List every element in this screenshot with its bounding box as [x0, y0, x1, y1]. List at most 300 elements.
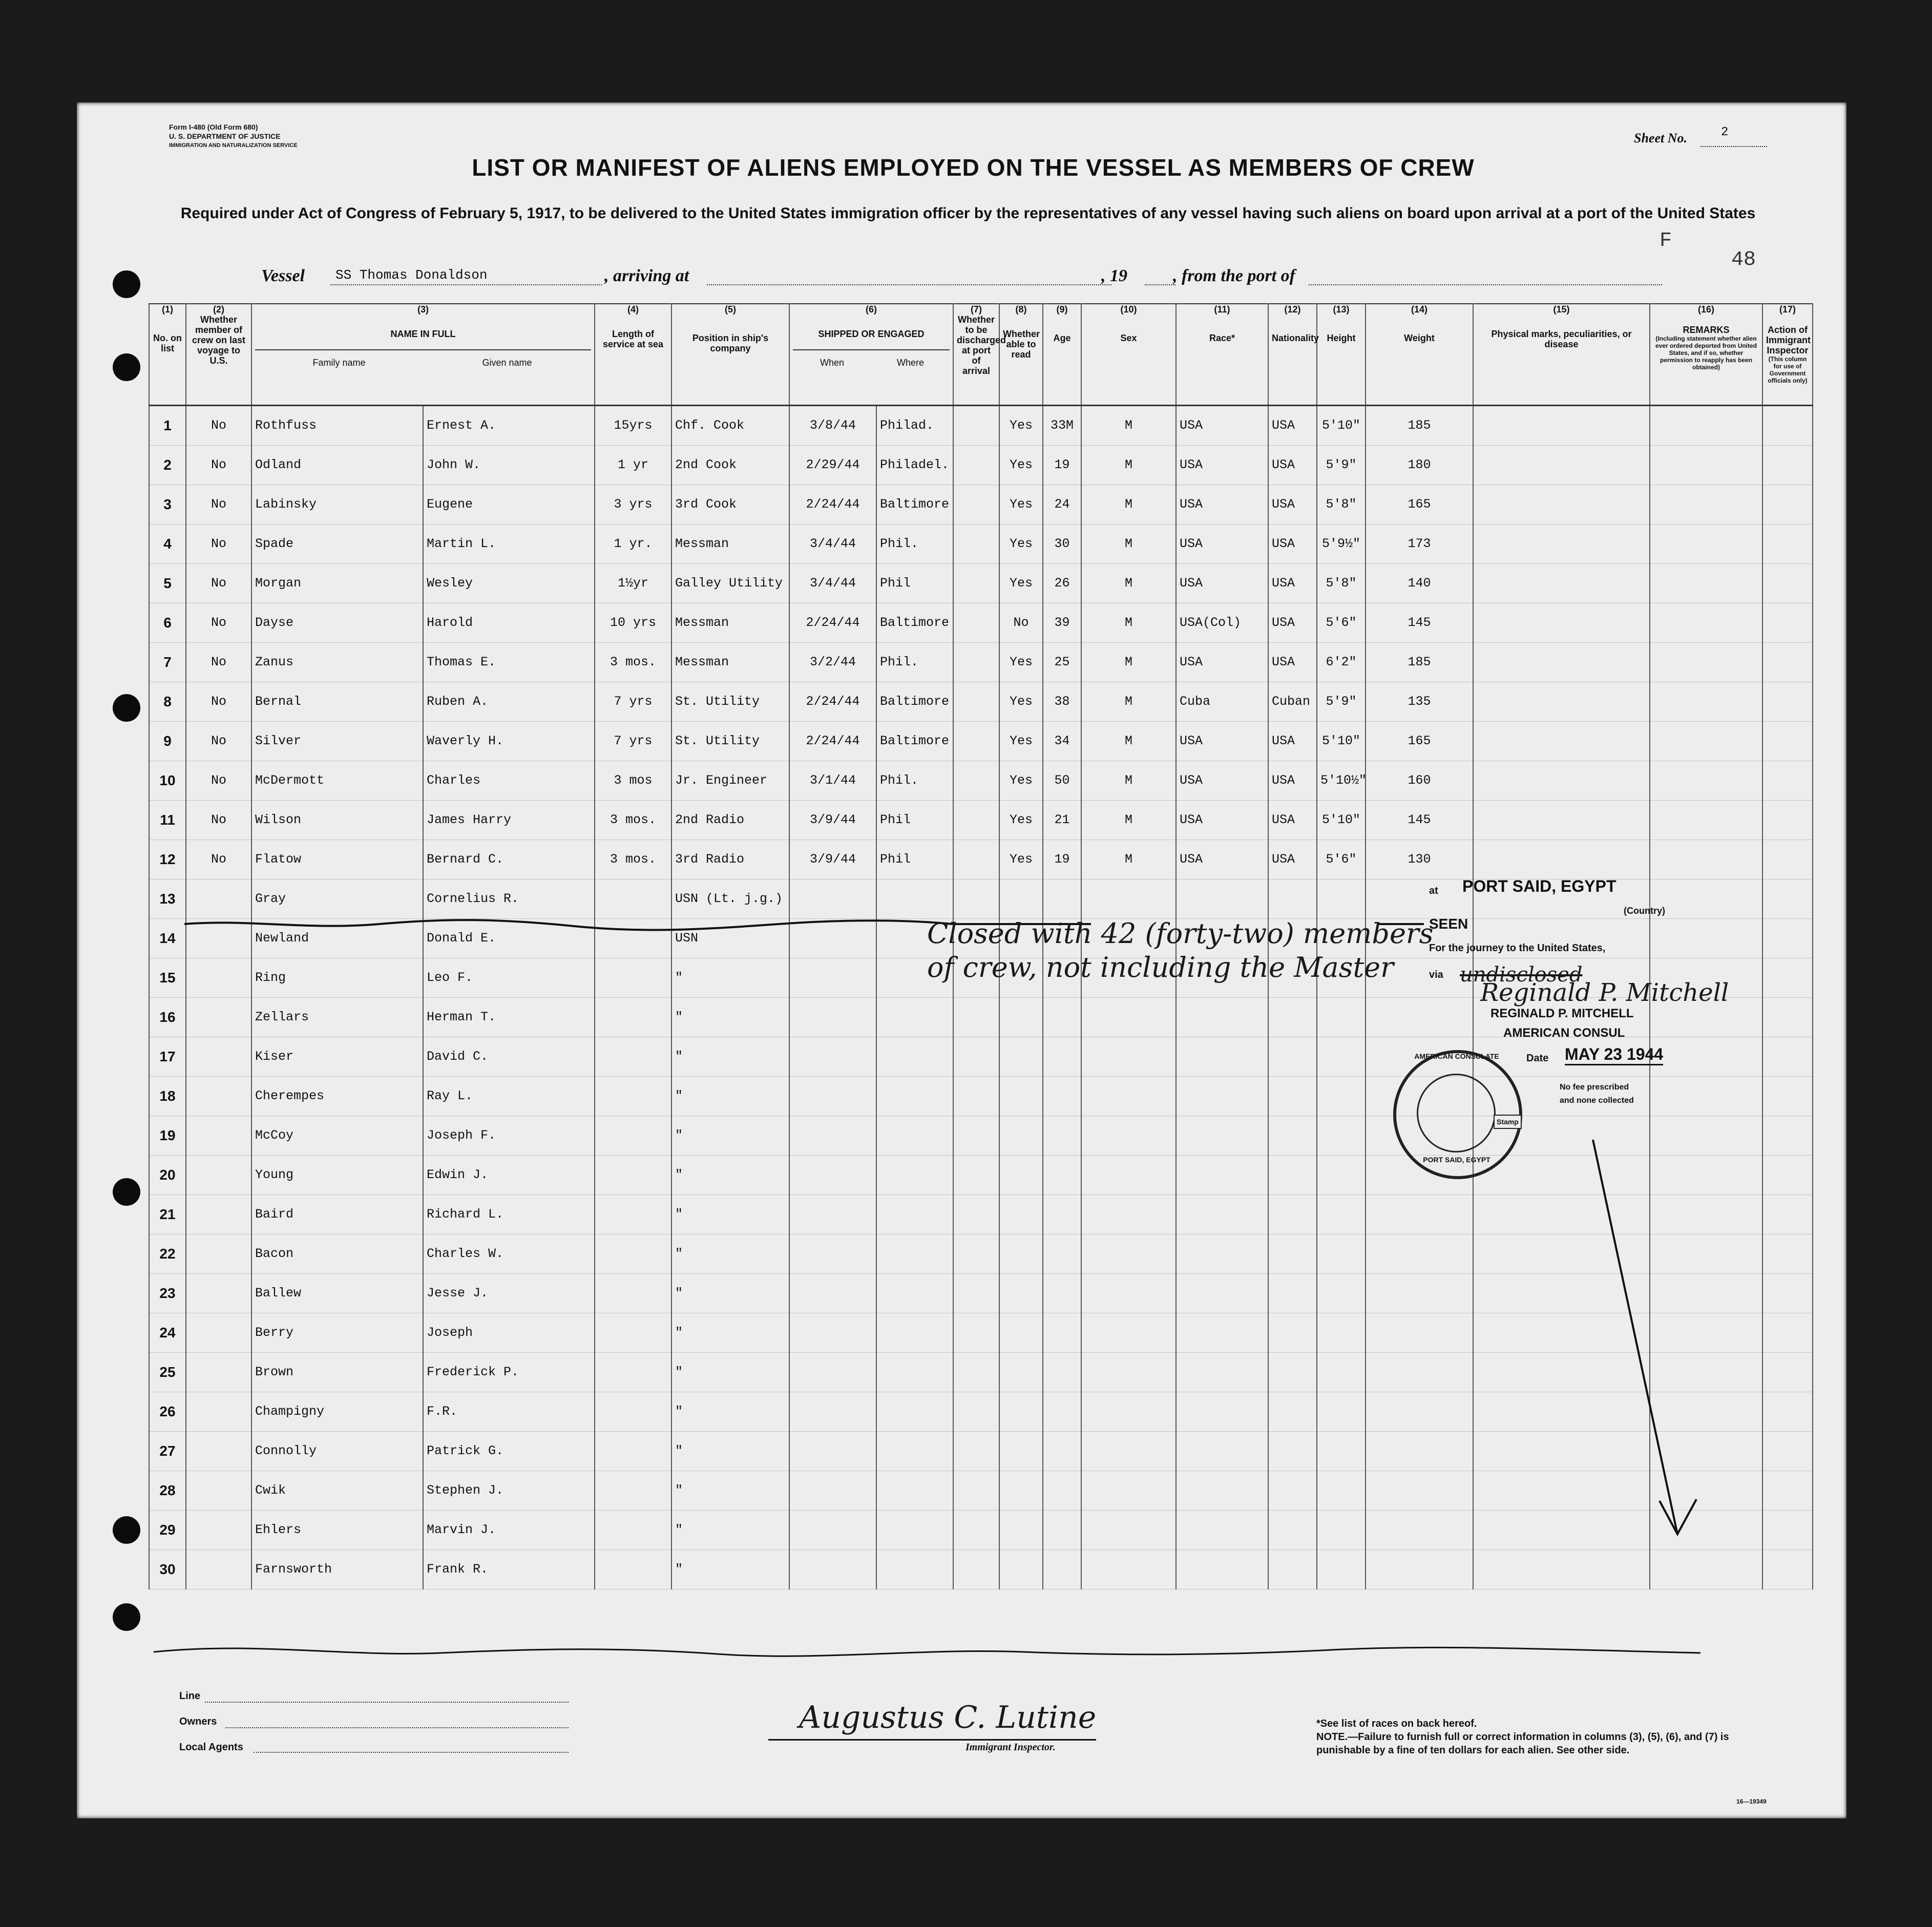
table-row [149, 1471, 1813, 1510]
weight [1366, 1352, 1473, 1392]
position: Galley Utility [671, 563, 789, 603]
race [1176, 879, 1268, 918]
physical-marks [1473, 563, 1650, 603]
shipped-where [876, 879, 953, 918]
able-to-read: Yes [999, 682, 1043, 721]
race [1176, 1076, 1268, 1116]
age: 33M [1043, 405, 1081, 445]
sheet-number-line [1700, 146, 1767, 147]
consulate-seal [1393, 1050, 1522, 1179]
consul-via-label: via [1429, 969, 1443, 980]
row-number: 17 [149, 1037, 186, 1076]
sex [1081, 1155, 1176, 1195]
weight [1366, 1392, 1473, 1431]
able-to-read: Yes [999, 563, 1043, 603]
nationality: USA [1268, 563, 1317, 603]
age [1043, 1313, 1081, 1352]
sex: M [1081, 721, 1176, 761]
height: 5'10" [1317, 721, 1366, 761]
given-name: Stephen J. [423, 1471, 595, 1510]
given-name: Charles [423, 761, 595, 800]
able-to-read: Yes [999, 642, 1043, 682]
height: 5'10" [1317, 800, 1366, 840]
shipped-when: 3/4/44 [789, 524, 876, 563]
shipped-where: Philad. [876, 405, 953, 445]
family-name: Ehlers [251, 1510, 423, 1549]
position: Messman [671, 642, 789, 682]
prev-voyage [186, 1352, 251, 1392]
able-to-read: Yes [999, 524, 1043, 563]
shipped-where [876, 1471, 953, 1510]
col-header-age: (9) Age [1043, 304, 1081, 405]
vessel-name: SS Thomas Donaldson [335, 267, 488, 283]
nationality [1268, 1313, 1317, 1352]
service-length: 3 mos. [595, 840, 671, 879]
height [1317, 1352, 1366, 1392]
position: " [671, 1431, 789, 1471]
service-length [595, 1037, 671, 1076]
sex [1081, 1037, 1176, 1076]
table-row [149, 1510, 1813, 1549]
inspector-action [1762, 405, 1813, 445]
able-to-read: No [999, 603, 1043, 642]
race: USA(Col) [1176, 603, 1268, 642]
height [1317, 1037, 1366, 1076]
prev-voyage [186, 997, 251, 1037]
table-row [149, 721, 1813, 761]
table-row [149, 563, 1813, 603]
position: USN [671, 918, 789, 958]
shipped-where: Phil. [876, 524, 953, 563]
shipped-when [789, 1037, 876, 1076]
nationality: USA [1268, 524, 1317, 563]
table-row [149, 1549, 1813, 1589]
discharge [953, 800, 999, 840]
vessel-label: Vessel [261, 266, 305, 285]
height [1317, 1431, 1366, 1471]
nationality [1268, 1352, 1317, 1392]
family-name: Spade [251, 524, 423, 563]
family-name: Zanus [251, 642, 423, 682]
discharge [953, 1273, 999, 1313]
weight: 140 [1366, 563, 1473, 603]
footnotes: *See list of races on back hereof. NOTE.—Failure to furnish full or correct information in columns (3), (5), (6), and (7) is punishable by a fine of ten dollars for each alien. See other side. [1316, 1718, 1729, 1756]
table-row [149, 603, 1813, 642]
service-length [595, 1313, 671, 1352]
consul-date: MAY 23 1944 [1565, 1045, 1663, 1065]
given-name: Donald E. [423, 918, 595, 958]
position: Jr. Engineer [671, 761, 789, 800]
owners-underline [225, 1727, 569, 1728]
prev-voyage [186, 1116, 251, 1155]
given-name: Frederick P. [423, 1352, 595, 1392]
row-number: 4 [149, 524, 186, 563]
service-length [595, 958, 671, 997]
able-to-read: Yes [999, 405, 1043, 445]
age [1043, 1352, 1081, 1392]
shipped-where: Phil [876, 563, 953, 603]
position: 3rd Cook [671, 485, 789, 524]
row-number: 28 [149, 1471, 186, 1510]
remarks [1650, 1076, 1762, 1116]
nationality [1268, 1431, 1317, 1471]
discharge [953, 524, 999, 563]
row-number: 10 [149, 761, 186, 800]
row-number: 19 [149, 1116, 186, 1155]
margin-mark-number: 48 [1731, 248, 1756, 271]
shipped-when [789, 1195, 876, 1234]
race: USA [1176, 800, 1268, 840]
arriving-label: , arriving at [604, 266, 689, 285]
row-number: 22 [149, 1234, 186, 1273]
sex: M [1081, 642, 1176, 682]
inspector-action [1762, 918, 1813, 958]
sex [1081, 1431, 1176, 1471]
given-name: Marvin J. [423, 1510, 595, 1549]
family-name: Bacon [251, 1234, 423, 1273]
remarks [1650, 485, 1762, 524]
age [1043, 1510, 1081, 1549]
age: 34 [1043, 721, 1081, 761]
weight: 185 [1366, 405, 1473, 445]
age: 19 [1043, 445, 1081, 485]
discharge [953, 1549, 999, 1589]
arriving-underline [707, 284, 1111, 285]
nationality [1268, 1273, 1317, 1313]
height [1317, 1392, 1366, 1431]
race: USA [1176, 524, 1268, 563]
nationality [1268, 1116, 1317, 1155]
nationality [1268, 1234, 1317, 1273]
height: 5'9½" [1317, 524, 1366, 563]
sex [1081, 1549, 1176, 1589]
race: USA [1176, 761, 1268, 800]
physical-marks [1473, 485, 1650, 524]
sex: M [1081, 524, 1176, 563]
nationality [1268, 1037, 1317, 1076]
given-name: Martin L. [423, 524, 595, 563]
discharge [953, 1234, 999, 1273]
nationality: USA [1268, 603, 1317, 642]
family-name: Wilson [251, 800, 423, 840]
shipped-where: Phil [876, 800, 953, 840]
inspector-action [1762, 682, 1813, 721]
end-line [154, 1637, 1716, 1667]
able-to-read [999, 997, 1043, 1037]
table-row [149, 1234, 1813, 1273]
able-to-read [999, 1431, 1043, 1471]
nationality: Cuban [1268, 682, 1317, 721]
able-to-read [999, 1234, 1043, 1273]
age [1043, 1195, 1081, 1234]
service-length: 1 yr [595, 445, 671, 485]
line-underline [205, 1702, 569, 1703]
remarks [1650, 879, 1762, 918]
sex: M [1081, 682, 1176, 721]
row-number: 26 [149, 1392, 186, 1431]
when-header: When [820, 358, 845, 368]
physical-marks [1473, 524, 1650, 563]
col-header-race: (11) Race* [1176, 304, 1268, 405]
prev-voyage [186, 1431, 251, 1471]
shipped-when: 3/9/44 [789, 840, 876, 879]
physical-marks [1473, 761, 1650, 800]
discharge [953, 405, 999, 445]
physical-marks [1473, 721, 1650, 761]
family-name: Ring [251, 958, 423, 997]
nationality [1268, 1155, 1317, 1195]
age [1043, 1273, 1081, 1313]
sex [1081, 1234, 1176, 1273]
given-name: Cornelius R. [423, 879, 595, 918]
fee-note: No fee prescribed and none collected [1560, 1083, 1634, 1105]
position: " [671, 1273, 789, 1313]
position: " [671, 1392, 789, 1431]
race [1176, 1510, 1268, 1549]
height [1317, 1116, 1366, 1155]
position: 2nd Cook [671, 445, 789, 485]
family-name: Berry [251, 1313, 423, 1352]
prev-voyage [186, 1392, 251, 1431]
inspector-signature: Augustus C. Lutine [799, 1700, 1097, 1735]
shipped-where: Phil. [876, 761, 953, 800]
shipped-where [876, 1273, 953, 1313]
service-length [595, 1234, 671, 1273]
race: Cuba [1176, 682, 1268, 721]
shipped-when [789, 1549, 876, 1589]
nationality: USA [1268, 445, 1317, 485]
prev-voyage: No [186, 563, 251, 603]
discharge [953, 1037, 999, 1076]
from-port-underline [1309, 284, 1662, 285]
nationality: USA [1268, 800, 1317, 840]
shipped-when: 3/8/44 [789, 405, 876, 445]
row-number: 15 [149, 958, 186, 997]
sex [1081, 1116, 1176, 1155]
weight: 135 [1366, 682, 1473, 721]
physical-marks [1473, 405, 1650, 445]
race [1176, 1116, 1268, 1155]
from-port-label: , from the port of [1173, 266, 1295, 285]
table-row [149, 800, 1813, 840]
shipped-when [789, 1431, 876, 1471]
consul-name: REGINALD P. MITCHELL [1490, 1007, 1634, 1020]
nationality: USA [1268, 721, 1317, 761]
race [1176, 1392, 1268, 1431]
table-row [149, 445, 1813, 485]
age: 50 [1043, 761, 1081, 800]
service-length [595, 1431, 671, 1471]
sex: M [1081, 800, 1176, 840]
given-name: Waverly H. [423, 721, 595, 761]
position: " [671, 1116, 789, 1155]
punch-hole [113, 1516, 140, 1544]
weight: 180 [1366, 445, 1473, 485]
inspector-action [1762, 642, 1813, 682]
given-name: Leo F. [423, 958, 595, 997]
family-name: Silver [251, 721, 423, 761]
able-to-read [999, 879, 1043, 918]
shipped-when: 3/4/44 [789, 563, 876, 603]
shipped-when [789, 1116, 876, 1155]
able-to-read [999, 1392, 1043, 1431]
prev-voyage: No [186, 405, 251, 445]
punch-hole [113, 353, 140, 381]
col-header-nationality: (12) Nationality [1268, 304, 1317, 405]
arrow-down [1578, 1135, 1711, 1544]
shipped-when: 3/9/44 [789, 800, 876, 840]
row-number: 18 [149, 1076, 186, 1116]
sex [1081, 879, 1176, 918]
weight: 160 [1366, 761, 1473, 800]
discharge [953, 1313, 999, 1352]
given-name: Richard L. [423, 1195, 595, 1234]
inspector-action [1762, 1431, 1813, 1471]
shipped-where: Baltimore [876, 603, 953, 642]
age [1043, 1392, 1081, 1431]
shipped-when [789, 1273, 876, 1313]
sex: M [1081, 445, 1176, 485]
given-name: F.R. [423, 1392, 595, 1431]
position: " [671, 1549, 789, 1589]
able-to-read: Yes [999, 840, 1043, 879]
physical-marks [1473, 603, 1650, 642]
given-name: Charles W. [423, 1234, 595, 1273]
prev-voyage: No [186, 840, 251, 879]
race [1176, 1471, 1268, 1510]
prev-voyage: No [186, 682, 251, 721]
given-name: Harold [423, 603, 595, 642]
prev-voyage [186, 1471, 251, 1510]
inspector-action [1762, 958, 1813, 997]
discharge [953, 642, 999, 682]
consul-port: PORT SAID, EGYPT [1462, 877, 1616, 895]
given-name: Edwin J. [423, 1155, 595, 1195]
discharge [953, 1116, 999, 1155]
service-length: 3 mos. [595, 800, 671, 840]
family-name: Newland [251, 918, 423, 958]
remarks [1650, 721, 1762, 761]
remarks [1650, 682, 1762, 721]
weight [1366, 1471, 1473, 1510]
seal-top-text: AMERICAN CONSULATE [1414, 1052, 1499, 1060]
shipped-when [789, 1352, 876, 1392]
given-name: David C. [423, 1037, 595, 1076]
consul-seen-label: SEEN [1429, 916, 1468, 932]
race [1176, 1313, 1268, 1352]
service-length [595, 1549, 671, 1589]
family-name: Labinsky [251, 485, 423, 524]
position: Messman [671, 524, 789, 563]
prev-voyage [186, 1076, 251, 1116]
weight [1366, 879, 1473, 918]
sheet-number: 2 [1721, 125, 1729, 139]
service-length [595, 1510, 671, 1549]
inspector-label: Immigrant Inspector. [965, 1742, 1056, 1753]
family-name: Rothfuss [251, 405, 423, 445]
nationality [1268, 1392, 1317, 1431]
height [1317, 1471, 1366, 1510]
row-number: 30 [149, 1549, 186, 1589]
col-header-discharge: (7) Whether to be discharged at port of arrival [953, 304, 999, 405]
sex [1081, 1471, 1176, 1510]
age: 26 [1043, 563, 1081, 603]
able-to-read [999, 1510, 1043, 1549]
shipped-where [876, 1352, 953, 1392]
race: USA [1176, 642, 1268, 682]
family-name: McCoy [251, 1116, 423, 1155]
position: Chf. Cook [671, 405, 789, 445]
age [1043, 1037, 1081, 1076]
nationality [1268, 1076, 1317, 1116]
service-length [595, 879, 671, 918]
family-name: Morgan [251, 563, 423, 603]
remarks [1650, 761, 1762, 800]
age [1043, 1116, 1081, 1155]
table-row [149, 1037, 1813, 1076]
row-number: 5 [149, 563, 186, 603]
service-length: 3 mos. [595, 642, 671, 682]
race [1176, 1273, 1268, 1313]
weight: 165 [1366, 721, 1473, 761]
shipped-where: Baltimore [876, 721, 953, 761]
weight: 165 [1366, 485, 1473, 524]
discharge [953, 445, 999, 485]
row-number: 7 [149, 642, 186, 682]
race [1176, 1037, 1268, 1076]
row-number: 9 [149, 721, 186, 761]
prev-voyage [186, 958, 251, 997]
discharge [953, 1510, 999, 1549]
punch-hole [113, 270, 140, 298]
weight: 145 [1366, 800, 1473, 840]
physical-marks [1473, 445, 1650, 485]
position: " [671, 1076, 789, 1116]
race: USA [1176, 445, 1268, 485]
discharge [953, 1076, 999, 1116]
weight [1366, 1549, 1473, 1589]
remarks [1650, 840, 1762, 879]
service-length [595, 997, 671, 1037]
height [1317, 1313, 1366, 1352]
given-name-header: Given name [482, 358, 532, 368]
remarks [1650, 445, 1762, 485]
discharge [953, 840, 999, 879]
position: " [671, 1037, 789, 1076]
service-length: 7 yrs [595, 682, 671, 721]
prev-voyage [186, 1037, 251, 1076]
position: 2nd Radio [671, 800, 789, 840]
race [1176, 1431, 1268, 1471]
age [1043, 1431, 1081, 1471]
row-number: 12 [149, 840, 186, 879]
shipped-when [789, 1076, 876, 1116]
table-row [149, 1116, 1813, 1155]
family-name: Dayse [251, 603, 423, 642]
row-number: 2 [149, 445, 186, 485]
inspector-action [1762, 1392, 1813, 1431]
shipped-when: 2/24/44 [789, 721, 876, 761]
shipped-when: 2/24/44 [789, 603, 876, 642]
sex: M [1081, 603, 1176, 642]
shipped-where: Baltimore [876, 682, 953, 721]
year-label: , 19 [1101, 266, 1127, 285]
table-row [149, 1352, 1813, 1392]
inspector-action [1762, 485, 1813, 524]
punch-hole [113, 1603, 140, 1631]
family-name: Brown [251, 1352, 423, 1392]
shipped-when [789, 1471, 876, 1510]
